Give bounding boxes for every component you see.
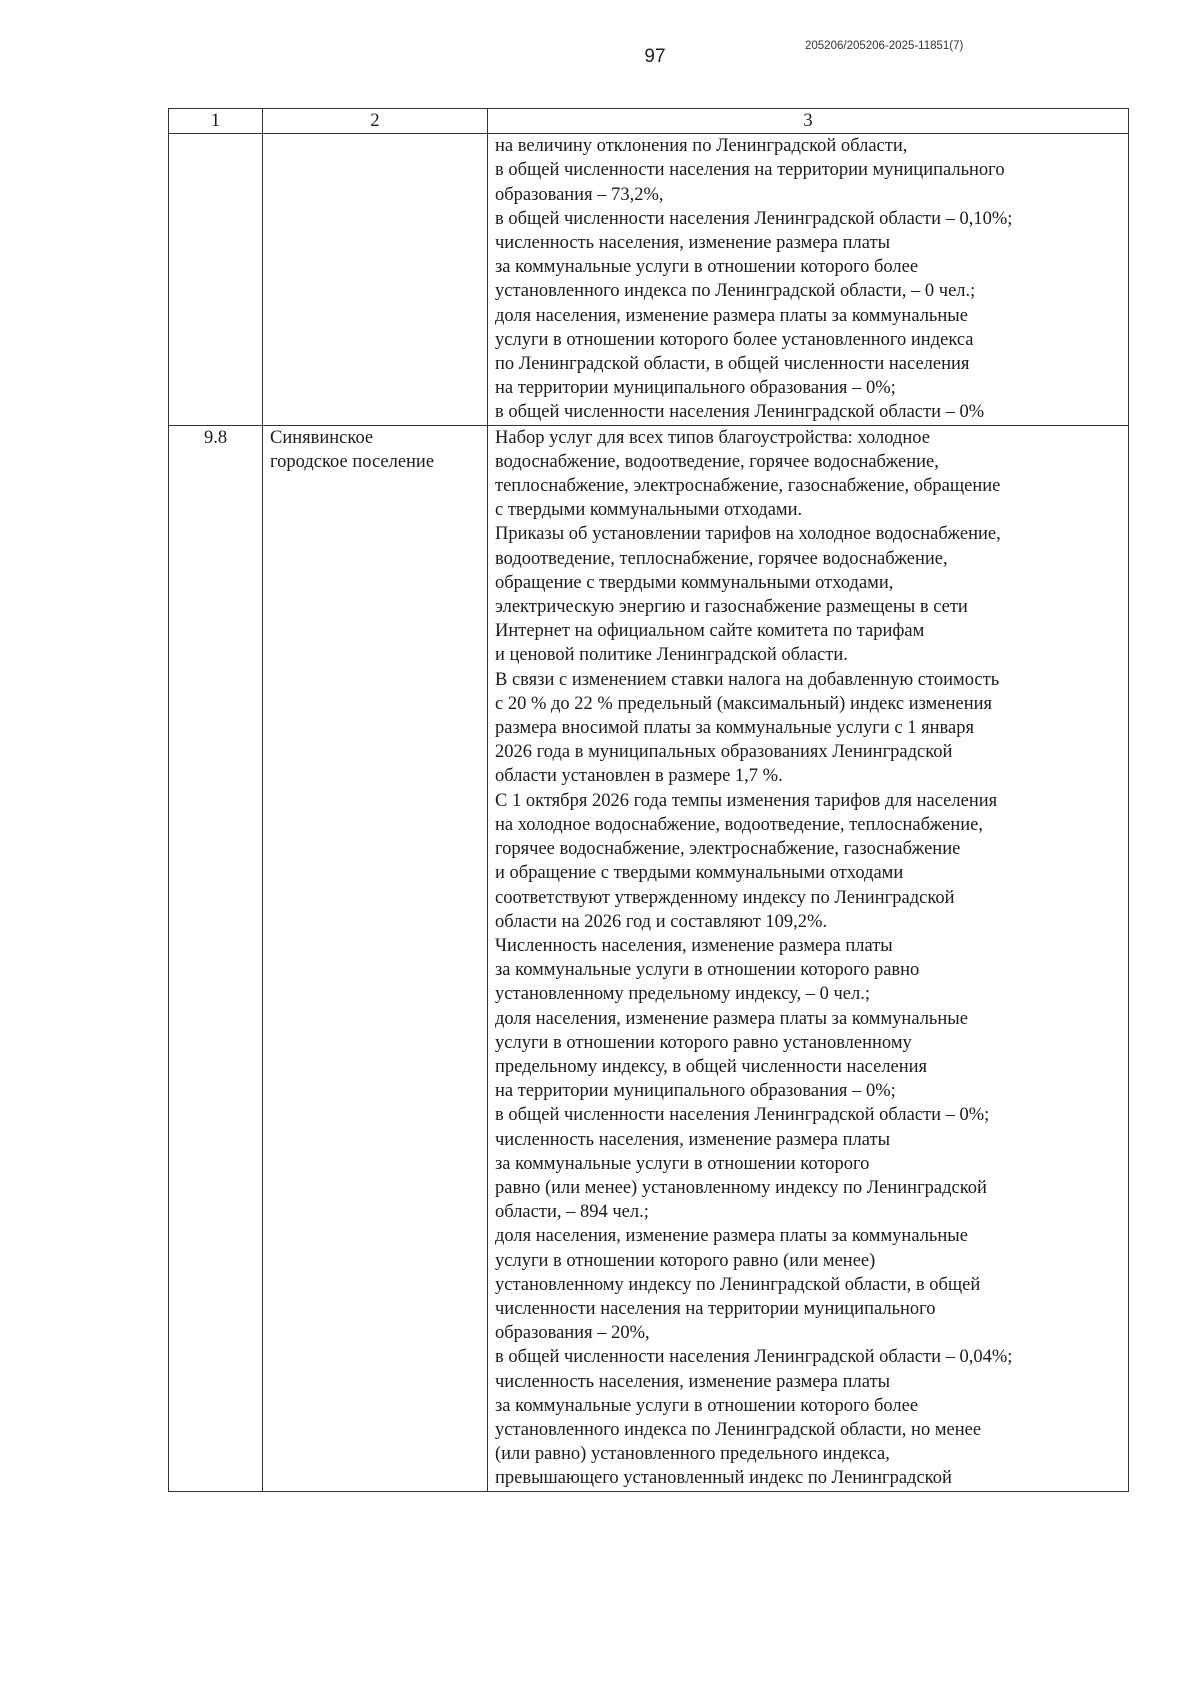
column-header-2: 2 — [263, 109, 488, 134]
text-line: Численность населения, изменение размера платы — [495, 935, 893, 956]
text-line: по Ленинградской области, в общей численности населения — [495, 354, 970, 375]
text-line: 2026 года в муниципальных образованиях Ленинградской — [495, 742, 953, 763]
text-line: электрическую энергию и газоснабжение размещены в сети — [495, 597, 968, 618]
text-line: на холодное водоснабжение, водоотведение, теплоснабжение, — [495, 814, 983, 835]
text-line: области установлен в размере 1,7 %. — [495, 766, 783, 787]
text-line: в общей численности населения на территории муниципального — [495, 160, 1005, 181]
text-line: установленного индекса по Ленинградской области, – 0 чел.; — [495, 281, 976, 302]
row-number-cell: 9.8 — [169, 425, 263, 1491]
text-line: в общей численности населения Ленинградской области – 0%; — [495, 1105, 990, 1126]
text-line: Интернет на официальном сайте комитета по тарифам — [495, 621, 925, 642]
text-line: численность населения, изменение размера платы — [495, 1371, 890, 1392]
text-line: размера вносимой платы за коммунальные услуги с 1 января — [495, 718, 974, 739]
text-line: за коммунальные услуги в отношении которого более — [495, 257, 919, 278]
text-line: теплоснабжение, электроснабжение, газоснабжение, обращение — [495, 476, 1001, 497]
table-row-continuation — [169, 134, 1129, 425]
settlement-name-line: городское поселение — [270, 451, 435, 472]
text-line: услуги в отношении которого равно установленному — [495, 1032, 912, 1053]
text-line: обращение с твердыми коммунальными отходами, — [495, 572, 894, 593]
settlement-name-line: Синявинское — [270, 427, 374, 448]
text-line: за коммунальные услуги в отношении которого более — [495, 1395, 919, 1416]
text-line: доля населения, изменение размера платы за коммунальные — [495, 305, 968, 326]
text-line: превышающего установленный индекс по Ленинградской — [495, 1468, 952, 1489]
text-line: в общей численности населения Ленинградской области – 0,10%; — [495, 208, 1013, 229]
column-header-3: 3 — [488, 109, 1129, 134]
table-header-row — [169, 109, 1129, 134]
text-line: области, – 894 чел.; — [495, 1202, 649, 1223]
text-line: (или равно) установленного предельного индекса, — [495, 1444, 890, 1465]
text-line: соответствуют утвержденному индексу по Ленинградской — [495, 887, 955, 908]
text-line: Приказы об установлении тарифов на холодное водоснабжение, — [495, 524, 1001, 545]
text-line: равно (или менее) установленному индексу по Ленинградской — [495, 1177, 987, 1198]
text-line: области на 2026 год и составляют 109,2%. — [495, 911, 828, 932]
text-line: и ценовой политике Ленинградской области. — [495, 645, 848, 666]
settlement-name-cell — [263, 425, 488, 1491]
document-id: 205206/205206-2025-11851(7) — [805, 40, 964, 52]
text-line: численности населения на территории муниципального — [495, 1298, 936, 1319]
text-line: и обращение с твердыми коммунальными отходами — [495, 863, 904, 884]
page-number: 97 — [644, 46, 666, 67]
text-line: доля населения, изменение размера платы за коммунальные — [495, 1008, 968, 1029]
text-line: с 20 % до 22 % предельный (максимальный) индекс изменения — [495, 693, 993, 714]
text-line: с твердыми коммунальными отходами. — [495, 500, 803, 521]
column-header-1: 1 — [169, 109, 263, 134]
data-table — [168, 108, 1129, 1492]
settlement-name-cell — [263, 134, 488, 425]
text-line: в общей численности населения Ленинградской области – 0,04%; — [495, 1347, 1013, 1368]
text-line: С 1 октября 2026 года темпы изменения тарифов для населения — [495, 790, 998, 811]
description-cell — [488, 425, 1129, 1491]
text-line: водоотведение, теплоснабжение, горячее водоснабжение, — [495, 548, 948, 569]
text-line: горячее водоснабжение, электроснабжение, газоснабжение — [495, 839, 961, 860]
text-line: образования – 20%, — [495, 1323, 650, 1344]
text-line: предельному индексу, в общей численности населения — [495, 1056, 928, 1077]
text-line: численность населения, изменение размера платы — [495, 233, 890, 254]
text-line: численность населения, изменение размера платы — [495, 1129, 890, 1150]
text-line: на территории муниципального образования – 0%; — [495, 1081, 896, 1102]
text-line: за коммунальные услуги в отношении которого равно — [495, 960, 920, 981]
text-line: образования – 73,2%, — [495, 184, 664, 205]
text-line: установленного индекса по Ленинградской области, но менее — [495, 1419, 982, 1440]
text-line: установленному предельному индексу, – 0 чел.; — [495, 984, 870, 1005]
text-line: установленному индексу по Ленинградской области, в общей — [495, 1274, 981, 1295]
text-line: в общей численности населения Ленинградской области – 0% — [495, 402, 985, 423]
description-cell — [488, 134, 1129, 425]
table-row-9-8 — [169, 425, 1129, 1491]
text-line: Набор услуг для всех типов благоустройства: холодное — [495, 427, 930, 448]
text-line: услуги в отношении которого более установленного индекса — [495, 329, 974, 350]
text-line: доля населения, изменение размера платы за коммунальные — [495, 1226, 968, 1247]
text-line: водоснабжение, водоотведение, горячее водоснабжение, — [495, 451, 939, 472]
text-line: В связи с изменением ставки налога на добавленную стоимость — [495, 669, 1000, 690]
text-line: услуги в отношении которого равно (или менее) — [495, 1250, 876, 1271]
row-number-cell — [169, 134, 263, 425]
text-line: за коммунальные услуги в отношении которого — [495, 1153, 870, 1174]
text-line: на территории муниципального образования – 0%; — [495, 378, 896, 399]
text-line: на величину отклонения по Ленинградской области, — [495, 136, 908, 157]
